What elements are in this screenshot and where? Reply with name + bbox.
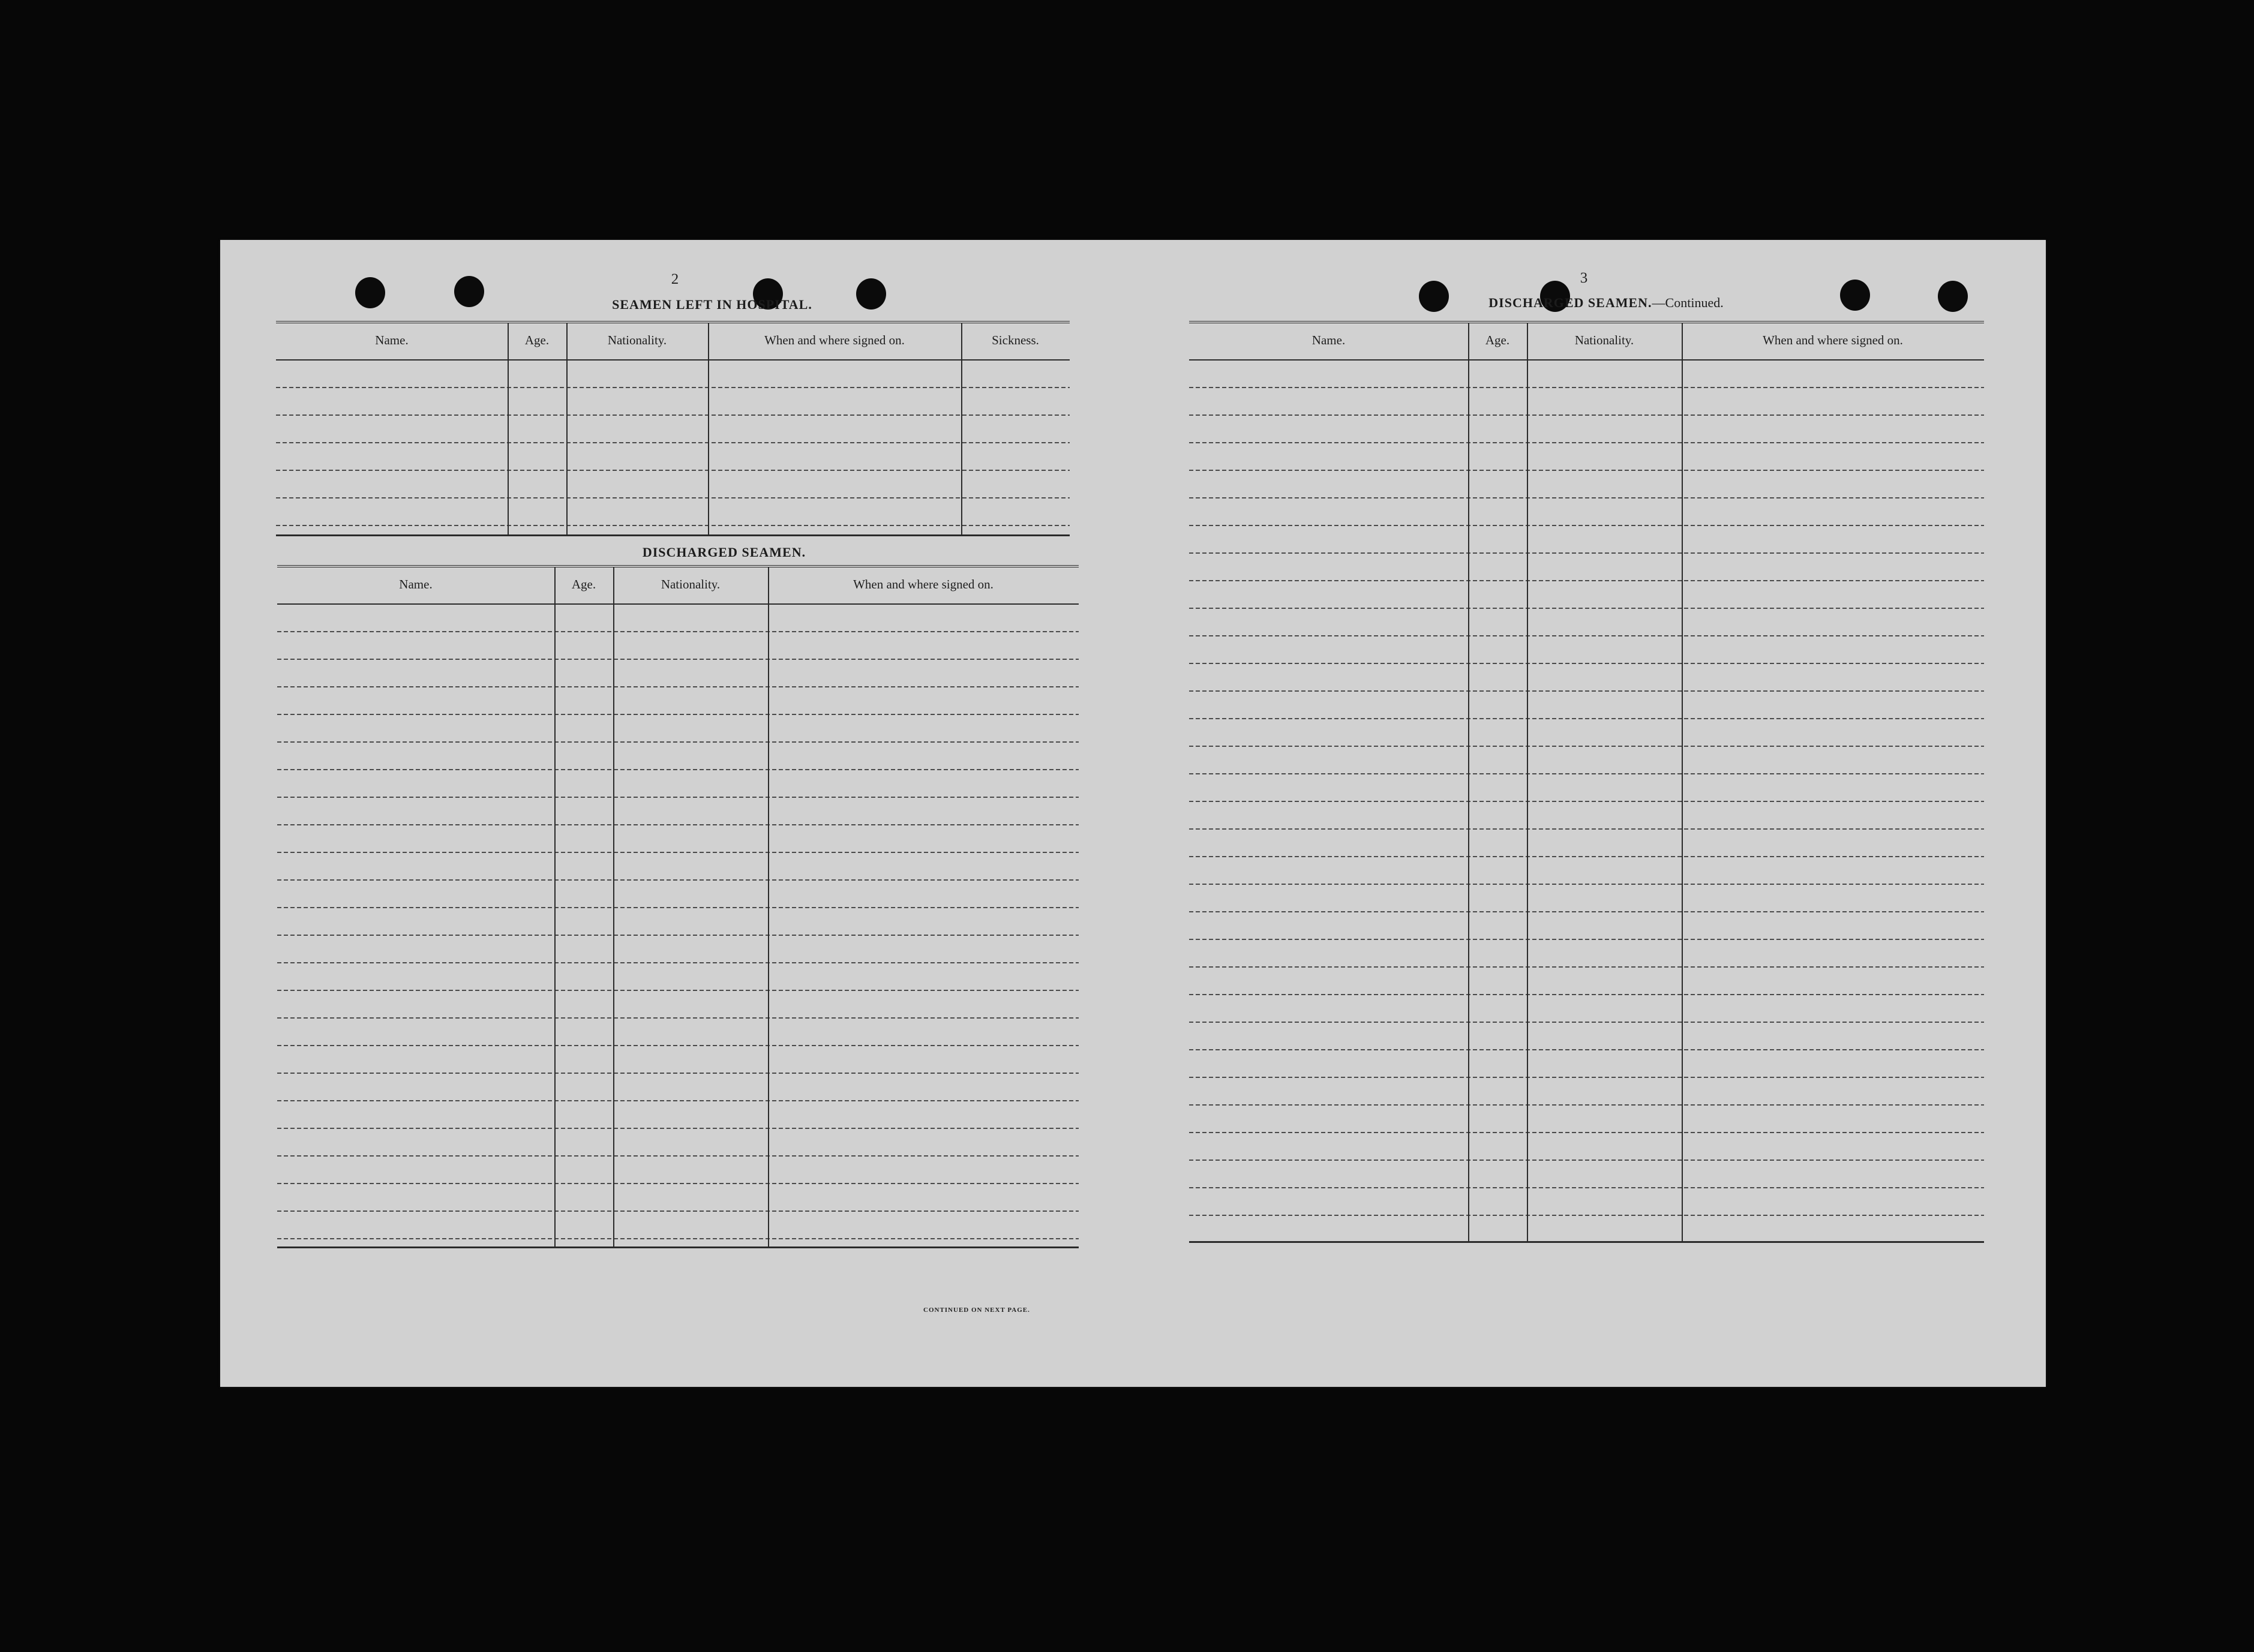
- col-header-nationality: Nationality.: [607, 333, 667, 347]
- discharged-table-left-header: [277, 567, 1079, 605]
- col-header-age: Age.: [571, 577, 596, 591]
- discharged-section-title: DISCHARGED SEAMEN.: [642, 545, 806, 560]
- col-header-nationality: Nationality.: [1574, 333, 1634, 347]
- col-header-age: Age.: [524, 333, 550, 347]
- column-divider: [508, 323, 509, 534]
- page-number-right: 3: [1580, 270, 1588, 286]
- column-divider: [708, 323, 709, 534]
- hospital-section-title: SEAMEN LEFT IN HOSPITAL.: [612, 297, 812, 312]
- col-header-name: Name.: [399, 577, 433, 591]
- col-header-sickness: Sickness.: [992, 333, 1039, 347]
- continued-note: CONTINUED ON NEXT PAGE.: [923, 1306, 1030, 1314]
- col-header-when-where: When and where signed on.: [853, 577, 994, 591]
- page-number-left: 2: [671, 271, 679, 287]
- punch-hole: [1938, 281, 1968, 312]
- column-divider: [961, 323, 962, 534]
- column-divider: [768, 567, 769, 1246]
- hospital-table-header: [276, 323, 1070, 361]
- punch-hole: [454, 276, 484, 307]
- paper-sheet: [220, 240, 2046, 1387]
- col-header-name: Name.: [375, 333, 409, 347]
- column-divider: [554, 567, 556, 1246]
- discharged-table-left-rows: [277, 605, 1079, 1246]
- column-divider: [1468, 323, 1469, 1241]
- column-divider: [566, 323, 568, 534]
- hospital-table: [276, 321, 1070, 536]
- column-divider: [613, 567, 614, 1246]
- discharged-table-right-header: [1189, 323, 1984, 361]
- col-header-when-where: When and where signed on.: [1763, 333, 1903, 347]
- punch-hole: [355, 277, 385, 308]
- title-main: DISCHARGED SEAMEN.: [1488, 295, 1652, 310]
- discharged-continued-title: [1420, 295, 1792, 311]
- column-divider: [1682, 323, 1683, 1241]
- col-header-age: Age.: [1485, 333, 1510, 347]
- hospital-table-rows: [276, 361, 1070, 534]
- discharged-table-left: [277, 565, 1079, 1248]
- column-divider: [1527, 323, 1528, 1241]
- discharged-table-right-rows: [1189, 361, 1984, 1241]
- discharged-table-right: [1189, 321, 1984, 1243]
- title-suffix: —Continued.: [1652, 295, 1724, 310]
- col-header-nationality: Nationality.: [661, 577, 721, 591]
- col-header-name: Name.: [1311, 333, 1346, 347]
- col-header-when-where: When and where signed on.: [764, 333, 905, 347]
- punch-hole: [1840, 280, 1870, 311]
